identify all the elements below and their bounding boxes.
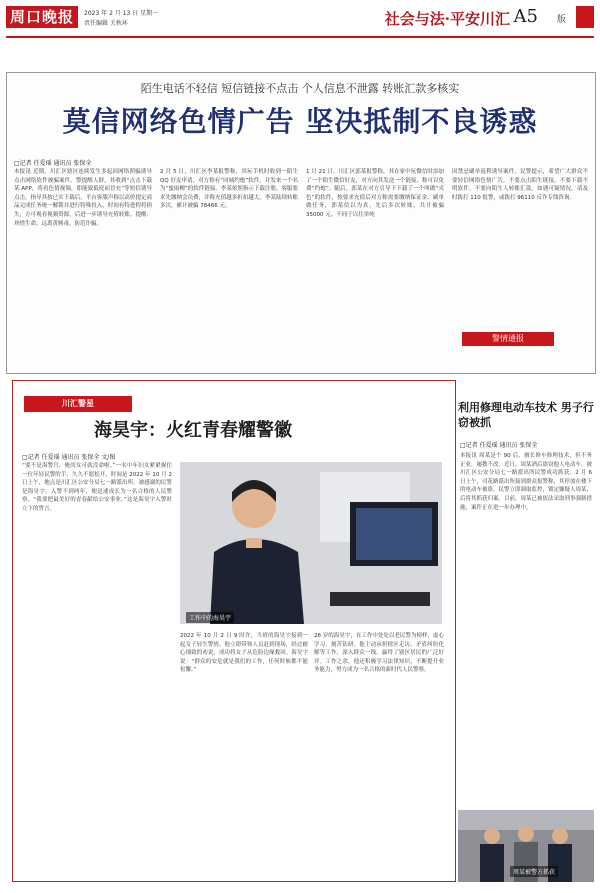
article-kicker: 陌生电话不轻信 短信链接不点击 个人信息不泄露 转账汇款多核实 [140, 82, 460, 95]
article-headline: 莫信网络色情广告 坚决抵制不良诱惑 [62, 105, 538, 138]
newspaper-logo: 周口晚报 [6, 6, 78, 28]
officer-at-desk-illustration [180, 462, 442, 624]
section-title: 社会与法·平安川汇 [384, 10, 510, 28]
article-byline: □记者 任爱瑶 通讯员 张保全 [14, 160, 92, 167]
article-column-1: 本报讯 近期，川汇区辖区连续发生多起因网络照骗诱导点击网络软件被骗案件。警提醒人群，其收到“点击下载某 APP，将看色情视频，即能致低庭而冒充”等短信诱导点击，指导其按已实下载后，平台客服声称以高价提定商品完成任务统一解锁并进行特殊投入，时间有特进程将损失，方可观看视频资源，后进一步诱导充值转账。提醒：珍惜生命，远离黄赌毒，防范诈骗。 [14, 169, 152, 227]
side-byline: □记者 任爱瑶 通讯员 张保全 [460, 442, 538, 449]
feature-headline: 海昊宇：火红青春耀警徽 [94, 420, 292, 441]
article-column-4: 因禁忌刷单返利诱导案件，民警提示，希望广大群众不要轻信网络色情广告，不要点击陌生链接，不要下载不明软件，不要向陌生人转账汇款。如遇可疑情况，请及时拨打 110 报警，或拨打 96110 反诈专线咨询。 [452, 169, 588, 201]
article-column-2: 2 月 5 日，川汇区李某报警称，其玩手机时收到一陌生 QQ 好友申请，对方称有“同城约炮”软件，并发来一个名为“蜜雨柳”的软件链接。李某依照指示下载注册，客服要求先缴纳会员费，并称充值越多折扣越大。李某陆续转账多次，累计被骗 78466 元。 [160, 169, 298, 210]
side-headline: 利用修理电动车技术 男子行窃被抓 [458, 401, 594, 429]
feature-column-3: 28 岁的海昊宇，在工作中处处以老民警为榜样，虚心学习、刻苦钻研。他主动承担辖区走访、矛盾纠纷化解等工作，深入群众一线，赢得了辖区居民的广泛好评。工作之余，他还积极学习法律知识，不断提升业务能力，努力成为一名合格的新时代人民警察。 [314, 633, 444, 674]
feature-byline: □记者 任爱瑶 通讯员 张保全 文/图 [22, 454, 116, 461]
officer-photo [180, 462, 442, 624]
corner-mark [576, 6, 594, 28]
article-column-3: 1 月 21 日，川汇区郭某报警称，其在家中玩微信时添加了一个陌生微信好友，对方向其发送一个链接，称可以免费“约炮”。随后，郭某在对方引导下下载了一个叫做“夹色”的软件，按要求充值后对方称需要缴纳保证金、刷单做任务，郭某信以为真，先后多次转账，共计被骗 35000 元。不同于以往单纯 [306, 169, 444, 218]
side-article-text: 本报讯 周某是个 90 后，擅长修车修理技术，但不务正业，屡教不改。近日，周某酒后盗窃他人电动车，被川汇区公安分局七一路派出所民警成功抓获。2 月 6 日上午，司花路派出所接到群众报警称，其停放在楼下的电动车被盗。民警立即调取监控，锁定嫌疑人周某，后将其抓获归案。目前，周某已被依法采取刑事强制措施，案件正在进一步办理中。 [460, 453, 592, 511]
warning-tag: 警情通报 [462, 332, 554, 346]
photo-caption-2: 周某被警方抓获 [510, 866, 558, 877]
feature-banner: 川汇警星 [24, 396, 132, 412]
photo-caption: 工作中的海昊宇 [186, 612, 234, 623]
feature-column-2: 2022 年 10 月 2 日 9 时许，当班的海昊宇接到一起女子轻生警情。他立即带领人员赶到现场，经过耐心细致的劝说，成功将女子从危险边缘救回。海昊宇说：“群众的安危就是我们的工作，任何时候都不能松懈。” [180, 633, 308, 674]
issue-date: 2023 年 2 月 13 日 星期一 [84, 10, 159, 17]
header-rule [6, 36, 594, 38]
responsible-editor: 责任编辑 关秋环 [84, 20, 128, 27]
page-suffix: 版 [556, 15, 566, 25]
feature-column-1: “要不是海警官，俺闺女可就没命啦。”一名中年妇女紧紧握住一位年轻民警的手，久久不愿松开。时间是 2022 年 10 月 2 日上午，地点是川汇区公安分局七一路派出所。被感谢的民警是海昊宇。入警不到两年，便迅速成长为一名合格的人民警察。“我要把最美好的青春献给公安事业。”这是海昊宇入警时立下的誓言。 [22, 463, 172, 512]
page-number: A5 [513, 6, 538, 27]
